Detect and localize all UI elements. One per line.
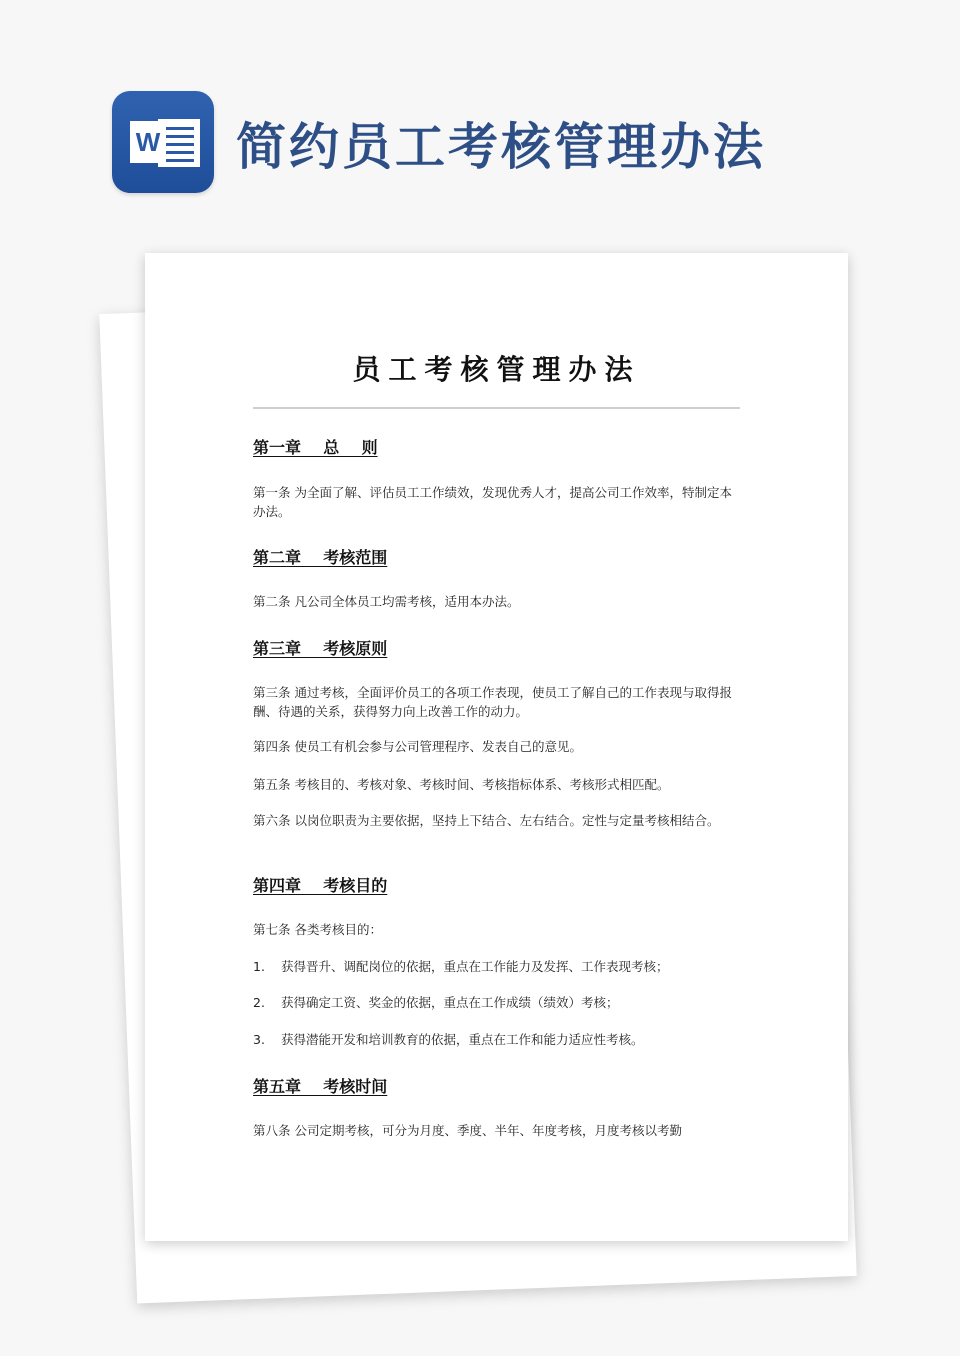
chapter-heading-2: 第二章 考核范围	[253, 548, 388, 567]
article-text: 公司定期考核，可分为月度、季度、半年、年度考核，月度考核以考勤	[294, 1123, 683, 1138]
chapter-heading-4: 第四章 考核目的	[253, 876, 388, 895]
list-number: 1.	[253, 959, 265, 974]
article-3	[253, 683, 733, 721]
article-text: 通过考核，全面评价员工的各项工作表现，使员工了解自己的工作表现与取得报酬、待遇的关系，获得努力向上改善工作的动力。	[253, 685, 733, 719]
logo-letter: W	[135, 127, 161, 157]
article-5	[253, 775, 733, 794]
article-4	[253, 737, 733, 756]
word-document-icon	[112, 91, 214, 193]
article-7	[253, 920, 733, 939]
article-text: 以岗位职责为主要依据，坚持上下结合、左右结合。定性与定量考核相结合。	[294, 813, 720, 828]
article-number: 第四条	[253, 739, 291, 754]
article-8	[253, 1121, 753, 1140]
article-number: 第三条	[253, 685, 291, 700]
list-number: 3.	[253, 1032, 265, 1047]
article-number: 第二条	[253, 594, 291, 609]
chapter-heading-5: 第五章 考核时间	[253, 1077, 388, 1096]
article-text: 各类考核目的：	[294, 922, 383, 937]
list-text: 获得确定工资、奖金的依据，重点在工作成绩（绩效）考核；	[281, 995, 619, 1010]
list-text: 获得潜能开发和培训教育的依据，重点在工作和能力适应性考核。	[281, 1032, 644, 1047]
article-number: 第七条	[253, 922, 291, 937]
chapter-heading-3: 第三章 考核原则	[253, 639, 388, 658]
title-divider	[253, 407, 740, 409]
article-6	[253, 811, 733, 830]
document-title: 员工考核管理办法	[352, 353, 641, 386]
list-item-3	[253, 1030, 733, 1049]
word-logo-icon	[112, 91, 214, 193]
list-item-1	[253, 957, 733, 976]
banner-title: 简约员工考核管理办法	[236, 118, 766, 176]
article-text: 考核目的、考核对象、考核时间、考核指标体系、考核形式相匹配。	[294, 777, 670, 792]
list-number: 2.	[253, 995, 265, 1010]
article-number: 第八条	[253, 1123, 291, 1138]
article-text: 凡公司全体员工均需考核，适用本办法。	[294, 594, 520, 609]
article-text: 为全面了解、评估员工工作绩效，发现优秀人才，提高公司工作效率，特制定本办法。	[253, 485, 733, 519]
article-1	[253, 483, 733, 521]
list-text: 获得晋升、调配岗位的依据，重点在工作能力及发挥、工作表现考核；	[281, 959, 669, 974]
article-number: 第六条	[253, 813, 291, 828]
article-number: 第一条	[253, 485, 291, 500]
chapter-heading-1: 第一章 总 则	[253, 438, 378, 457]
list-item-2	[253, 993, 733, 1012]
article-2	[253, 592, 733, 611]
article-number: 第五条	[253, 777, 291, 792]
article-text: 使员工有机会参与公司管理程序、发表自己的意见。	[294, 739, 583, 754]
document-page	[145, 253, 848, 1241]
